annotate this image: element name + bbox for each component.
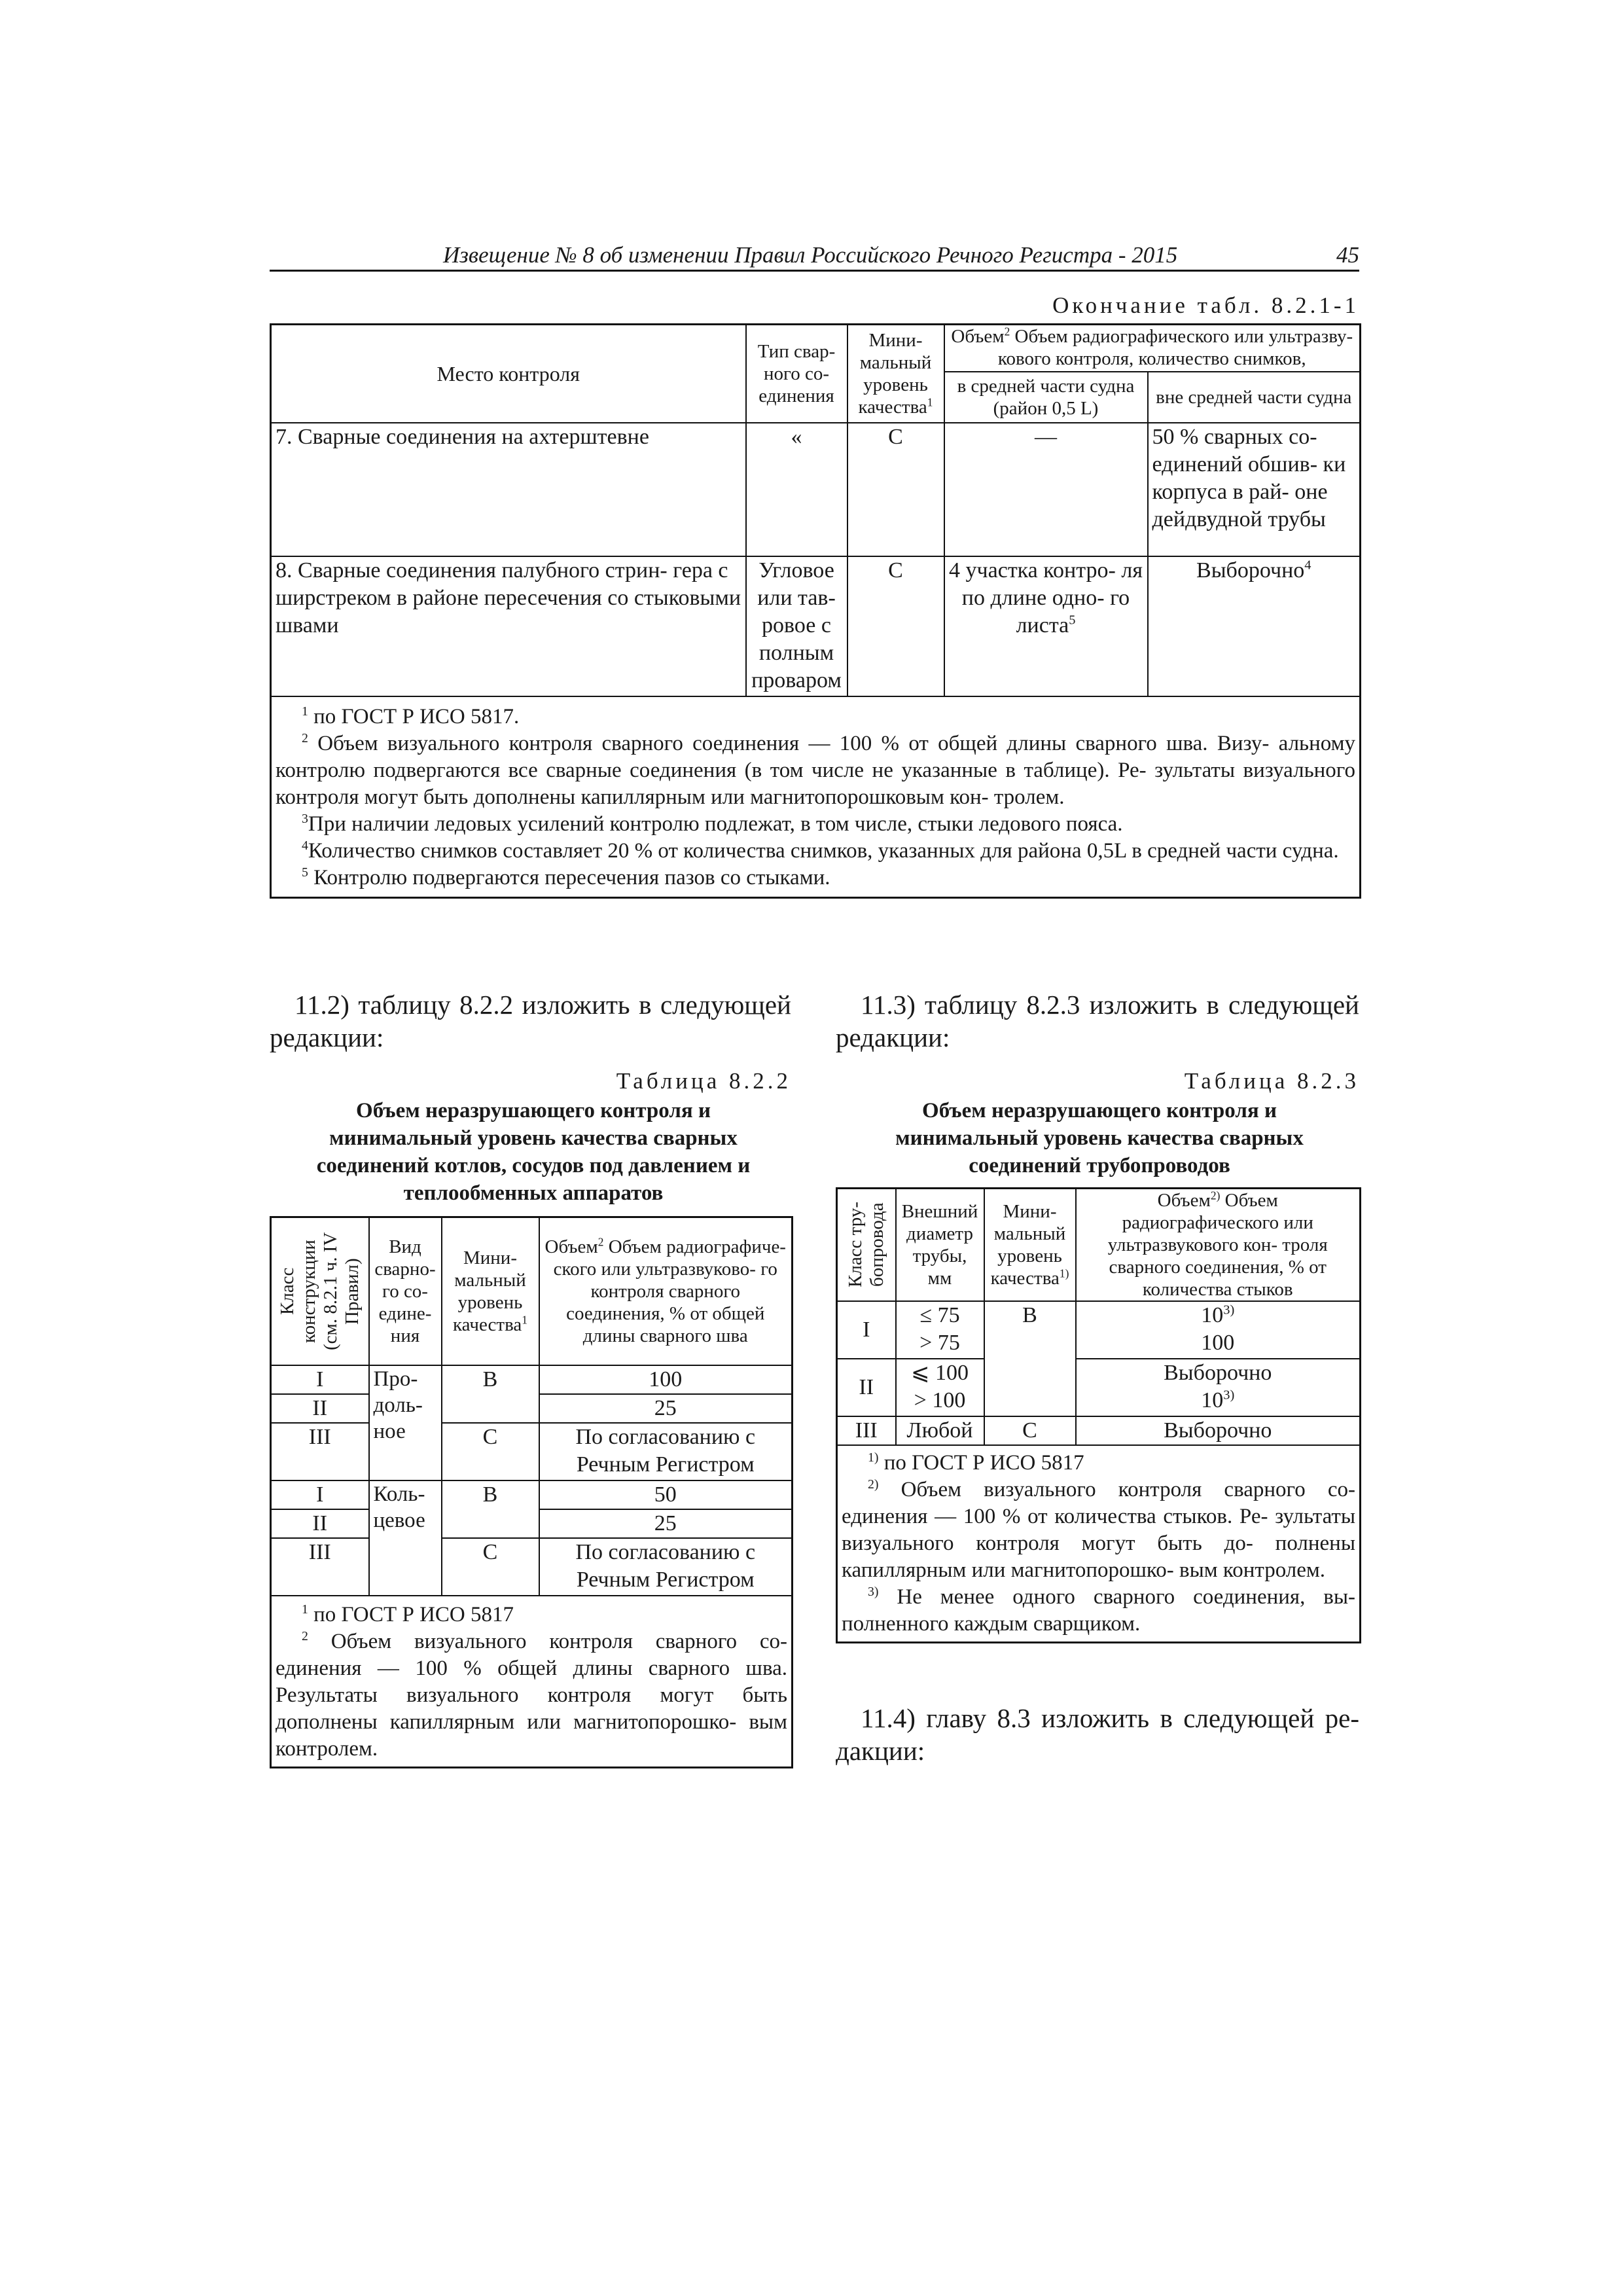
th-place: Место контроля (271, 325, 746, 423)
g2-row2-level (442, 1509, 539, 1538)
table1-footnotes: $^1$ по ГОСТ Р ИСО 5817. $^2$ Объем визуального контроля сварного соединения — 100 % от общей длины сварного шва. Визу- альному контролю подвергаются все сварные соединения (в том числе не указанные в таблице). Ре- зультаты визуального контроля могут быть дополнены капиллярным или магнитопорошковым кон- тролем. $^3$При наличии ледовых усилений контролю подлежат, в том числе, стыки ледового пояса. $^4$Количество снимков составляет 20 % от количества снимков, указанных для района 0,5L в средней части судна. $^5$ Контролю подвергаются пересечения пазов со стыками. (271, 696, 1361, 898)
pipe-row3-level: C (984, 1416, 1076, 1445)
pipe-row3-diameter: Любой (896, 1416, 984, 1445)
th-pipe-class: Класс тру- бопровода (837, 1189, 896, 1302)
g1-row2-volume: 25 (539, 1394, 793, 1423)
row8-joint: Угловое или тав- ровое с полным проваром (746, 556, 847, 696)
table-8-2-3-footnotes: $^{1)}$ по ГОСТ Р ИСО 5817 $^{2)}$ Объем визуального контроля сварного со- единения — 100 % от количества стыков. Ре- зультаты визуального контроля могут быть до- полнены капиллярным или магнитопорошко- вым контролем. $^{3)}$ Не менее одного сварного соединения, вы- полненного каждым сварщиком. (837, 1445, 1361, 1643)
g1-row3-class: III (271, 1423, 369, 1480)
row7-outside: 50 % сварных со- единений обшив- ки корпуса в рай- оне дейдвудной трубы (1148, 423, 1361, 556)
g2-joint: Коль- цевое (369, 1480, 442, 1596)
pipe-row1-class: I (837, 1301, 896, 1359)
pipe-row1-diameter: ≤ 75 > 75 (896, 1301, 984, 1359)
table-8-2-3-caption: Объем неразрушающего контроля и минимальный уровень качества сварных соединений трубопроводов (895, 1099, 1304, 1177)
th-pipe-level: Мини- мальный уровень качества$^{1)}$ (984, 1189, 1076, 1302)
pipe-row2-volume: Выборочно 10$^{3)}$ (1076, 1359, 1361, 1416)
pipe-row1-volume: 10$^{3)}$ 100 (1076, 1301, 1361, 1359)
g2-row2-class: II (271, 1509, 369, 1538)
th-class: Класс конструкции (см. 8.2.1 ч. IV Правил) (271, 1217, 369, 1365)
th-diameter: Внешний диаметр трубы, мм (896, 1189, 984, 1302)
table-8-2-2 (270, 1216, 793, 1768)
table-8-2-1-1 (270, 323, 1361, 899)
g1-row1-class: I (271, 1365, 369, 1394)
table-8-2-2-caption: Объем неразрушающего контроля и минимальный уровень качества сварных соединений котлов, сосудов под давлением и теплообменных аппаратов (316, 1099, 751, 1205)
pipe-row3-class: III (837, 1416, 896, 1445)
th-mid-part: в средней части судна (район 0,5 L) (944, 372, 1148, 423)
pipe-level-B: B (984, 1301, 1076, 1416)
th-min-level: Мини- мальный уровень качества$^1$ (847, 325, 944, 423)
g1-row1-level: B (442, 1365, 539, 1394)
left-intro: 11.2) таблицу 8.2.2 изложить в следующей редакции: (270, 990, 791, 1052)
g2-row1-volume: 50 (539, 1480, 793, 1509)
row8-place: 8. Сварные соединения палубного стрин- гера с ширстреком в районе пересечения со стыковыми швами (271, 556, 746, 696)
th-volume: Объем$^2$ Объем радиографического или ультразву- кового контроля, количество снимков, (944, 325, 1361, 372)
g1-row2-level (442, 1394, 539, 1423)
pipe-row2-diameter: ⩽ 100 > 100 (896, 1359, 984, 1416)
th-outside-mid: вне средней части судна (1148, 372, 1361, 423)
running-header (270, 241, 1359, 272)
row8-outside: Выборочно$^4$ (1148, 556, 1361, 696)
g1-row3-volume: По согласованию с Речным Регистром (539, 1423, 793, 1480)
g2-row3-volume: По согласованию с Речным Регистром (539, 1538, 793, 1596)
row7-mid: — (944, 423, 1148, 556)
row7-level: C (847, 423, 944, 556)
table-8-2-2-footnotes: $^1$ по ГОСТ Р ИСО 5817 $^2$ Объем визуального контроля сварного со- единения — 100 % общей длины сварного шва. Результаты визуального контроля могут быть дополнены капиллярным или магнитопорошко- вым контролем. (271, 1596, 793, 1768)
pipe-row3-volume: Выборочно (1076, 1416, 1361, 1445)
pipe-row2-class: II (837, 1359, 896, 1416)
g1-joint: Про- доль- ное (369, 1365, 442, 1480)
g2-row1-level: B (442, 1480, 539, 1509)
row8-level: C (847, 556, 944, 696)
row7-place: 7. Сварные соединения на ахтерштевне (271, 423, 746, 556)
g2-row1-class: I (271, 1480, 369, 1509)
g1-row1-volume: 100 (539, 1365, 793, 1394)
right-intro: 11.3) таблицу 8.2.3 изложить в следующей редакции: (836, 990, 1359, 1052)
g2-row3-level: C (442, 1538, 539, 1596)
th-pipe-volume: Объем$^{2)}$ Объем радиографического или ультразвукового кон- троля сварного соединения, % от количества стыков (1076, 1189, 1361, 1302)
row8-mid: 4 участка контро- ля по длине одно- го листа$^5$ (944, 556, 1148, 696)
g2-row3-class: III (271, 1538, 369, 1596)
g1-row3-level: C (442, 1423, 539, 1480)
g1-row2-class: II (271, 1394, 369, 1423)
header-title: Извещение № 8 об изменении Правил Российского Речного Регистра - 2015 (443, 242, 1178, 268)
th-joint-type: Тип свар- ного со- единения (746, 325, 847, 423)
right-closing: 11.4) главу 8.3 изложить в следующей ре- дакции: (836, 1703, 1359, 1766)
th-volume: Объем$^2$ Объем радиографиче- ского или ультразвуково- го контроля сварного соединения, % от общей длины сварного шва (539, 1217, 793, 1365)
g2-row2-volume: 25 (539, 1509, 793, 1538)
table-8-2-3 (836, 1187, 1361, 1643)
row7-joint: « (746, 423, 847, 556)
th-level: Мини- мальный уровень качества$^1$ (442, 1217, 539, 1365)
table1-label: Окончание табл. 8.2.1-1 (1052, 293, 1359, 318)
table-8-2-2-label: Таблица 8.2.2 (616, 1068, 791, 1094)
page-number: 45 (1336, 242, 1359, 268)
table-8-2-3-label: Таблица 8.2.3 (1184, 1068, 1359, 1094)
th-joint: Вид сварно- го со- едине- ния (369, 1217, 442, 1365)
